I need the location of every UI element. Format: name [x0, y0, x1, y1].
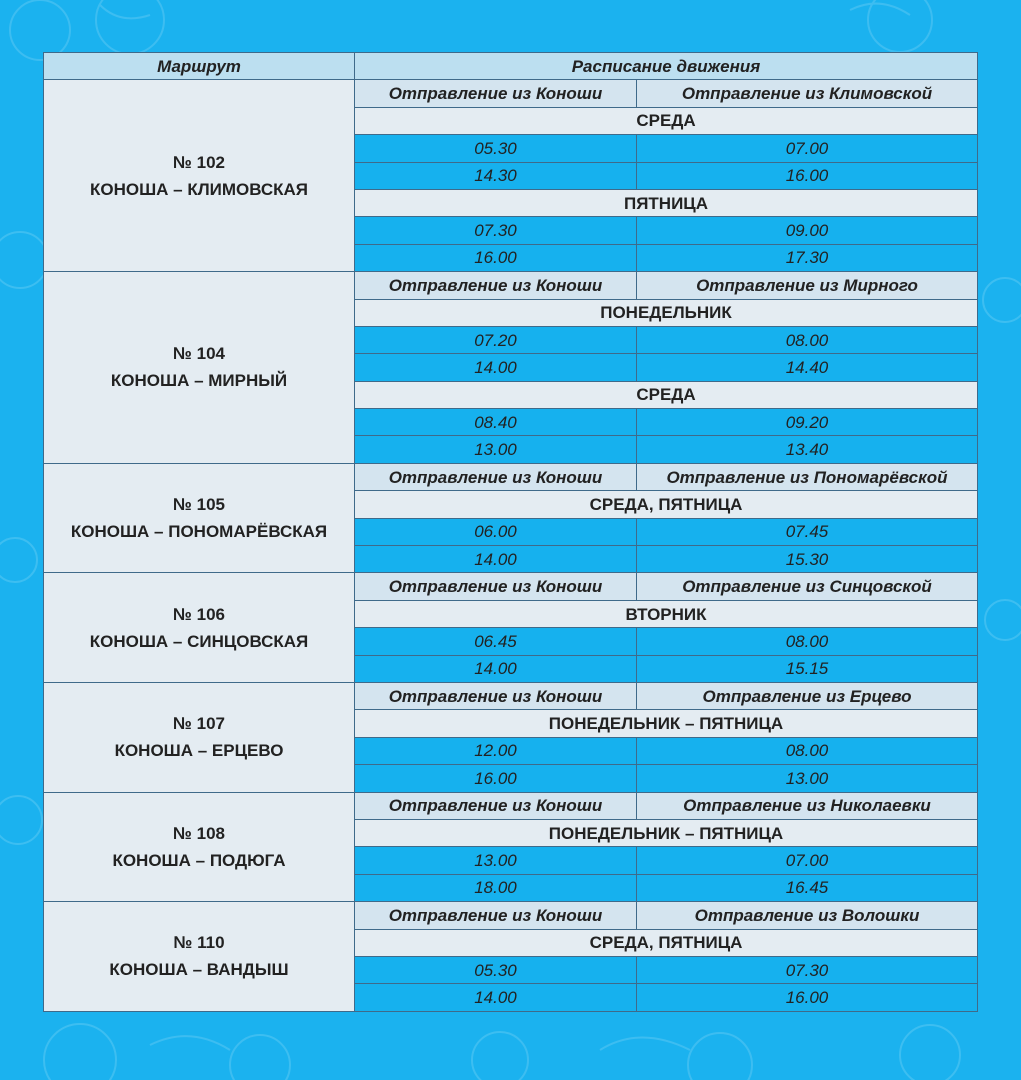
time-from-b: 09.20 — [637, 409, 978, 436]
time-from-a: 06.45 — [355, 628, 637, 655]
route-number: № 110 — [173, 933, 225, 953]
route-number: № 105 — [172, 495, 226, 515]
time-from-a: 13.00 — [355, 436, 637, 463]
day-label: ПОНЕДЕЛЬНИК – ПЯТНИЦА — [355, 819, 978, 846]
day-label: СРЕДА, ПЯТНИЦА — [355, 929, 978, 956]
route-cell — [44, 463, 355, 573]
route-cell — [44, 792, 355, 902]
route-name: КОНОША – КЛИМОВСКАЯ — [89, 179, 309, 199]
day-label: ПЯТНИЦА — [355, 189, 978, 216]
time-from-a: 16.00 — [355, 765, 637, 792]
time-from-a: 16.00 — [355, 244, 637, 271]
time-from-b: 07.30 — [637, 956, 978, 983]
time-from-a: 18.00 — [355, 874, 637, 901]
time-from-b: 16.00 — [637, 984, 978, 1011]
departure-from-a: Отправление из Коноши — [355, 792, 637, 819]
route-cell — [44, 272, 355, 464]
schedule-table — [43, 52, 978, 1012]
time-from-b: 08.00 — [637, 628, 978, 655]
departure-from-a: Отправление из Коноши — [355, 902, 637, 929]
time-from-a: 14.00 — [355, 354, 637, 381]
route-header-row — [44, 80, 978, 107]
day-label: СРЕДА — [355, 107, 978, 134]
departure-from-b: Отправление из Синцовской — [637, 573, 978, 600]
route-header-row — [44, 573, 978, 600]
time-from-b: 16.00 — [637, 162, 978, 189]
table-header-row — [44, 53, 978, 80]
day-label: СРЕДА, ПЯТНИЦА — [355, 491, 978, 518]
time-from-b: 09.00 — [637, 217, 978, 244]
route-cell — [44, 573, 355, 683]
route-name: КОНОША – МИРНЫЙ — [110, 371, 288, 391]
route-number: № 106 — [172, 604, 226, 624]
departure-from-b: Отправление из Николаевки — [637, 792, 978, 819]
time-from-a: 06.00 — [355, 518, 637, 545]
route-number: № 107 — [172, 714, 226, 734]
time-from-a: 08.40 — [355, 409, 637, 436]
time-from-a: 14.00 — [355, 984, 637, 1011]
route-name: КОНОША – ПОДЮГА — [112, 850, 286, 870]
route-name: КОНОША – ЕРЦЕВО — [114, 741, 284, 761]
departure-from-a: Отправление из Коноши — [355, 463, 637, 490]
time-from-a: 12.00 — [355, 737, 637, 764]
route-column-header: Маршрут — [44, 53, 355, 80]
departure-from-a: Отправление из Коноши — [355, 682, 637, 709]
departure-from-a: Отправление из Коноши — [355, 573, 637, 600]
departure-from-a: Отправление из Коноши — [355, 272, 637, 299]
time-from-b: 13.00 — [637, 765, 978, 792]
time-from-b: 13.40 — [637, 436, 978, 463]
route-name: КОНОША – ПОНОМАРЁВСКАЯ — [70, 522, 328, 542]
route-header-row — [44, 902, 978, 929]
time-from-b: 08.00 — [637, 326, 978, 353]
route-cell — [44, 682, 355, 792]
route-name: КОНОША – ВАНДЫШ — [109, 960, 289, 980]
time-from-b: 07.00 — [637, 135, 978, 162]
route-cell — [44, 80, 355, 272]
time-from-b: 17.30 — [637, 244, 978, 271]
time-from-b: 15.30 — [637, 546, 978, 573]
departure-from-b: Отправление из Пономарёвской — [637, 463, 978, 490]
day-label: СРЕДА — [355, 381, 978, 408]
time-from-a: 14.00 — [355, 546, 637, 573]
time-from-b: 16.45 — [637, 874, 978, 901]
route-header-row — [44, 272, 978, 299]
route-header-row — [44, 463, 978, 490]
day-label: ПОНЕДЕЛЬНИК – ПЯТНИЦА — [355, 710, 978, 737]
route-name: КОНОША – СИНЦОВСКАЯ — [89, 631, 309, 651]
day-label: ВТОРНИК — [355, 600, 978, 627]
time-from-a: 05.30 — [355, 135, 637, 162]
time-from-a: 05.30 — [355, 956, 637, 983]
route-header-row — [44, 682, 978, 709]
route-cell — [44, 902, 355, 1012]
time-from-b: 15.15 — [637, 655, 978, 682]
schedule-body — [44, 80, 978, 1011]
time-from-a: 14.00 — [355, 655, 637, 682]
route-header-row — [44, 792, 978, 819]
time-from-a: 14.30 — [355, 162, 637, 189]
route-number: № 104 — [172, 344, 226, 364]
schedule-column-header: Расписание движения — [355, 53, 978, 80]
time-from-b: 07.00 — [637, 847, 978, 874]
route-number: № 108 — [172, 823, 226, 843]
departure-from-b: Отправление из Ерцево — [637, 682, 978, 709]
route-number: № 102 — [172, 152, 226, 172]
departure-from-b: Отправление из Волошки — [637, 902, 978, 929]
time-from-b: 14.40 — [637, 354, 978, 381]
departure-from-b: Отправление из Мирного — [637, 272, 978, 299]
time-from-b: 08.00 — [637, 737, 978, 764]
day-label: ПОНЕДЕЛЬНИК — [355, 299, 978, 326]
time-from-a: 13.00 — [355, 847, 637, 874]
time-from-a: 07.20 — [355, 326, 637, 353]
time-from-b: 07.45 — [637, 518, 978, 545]
departure-from-a: Отправление из Коноши — [355, 80, 637, 107]
time-from-a: 07.30 — [355, 217, 637, 244]
departure-from-b: Отправление из Климовской — [637, 80, 978, 107]
